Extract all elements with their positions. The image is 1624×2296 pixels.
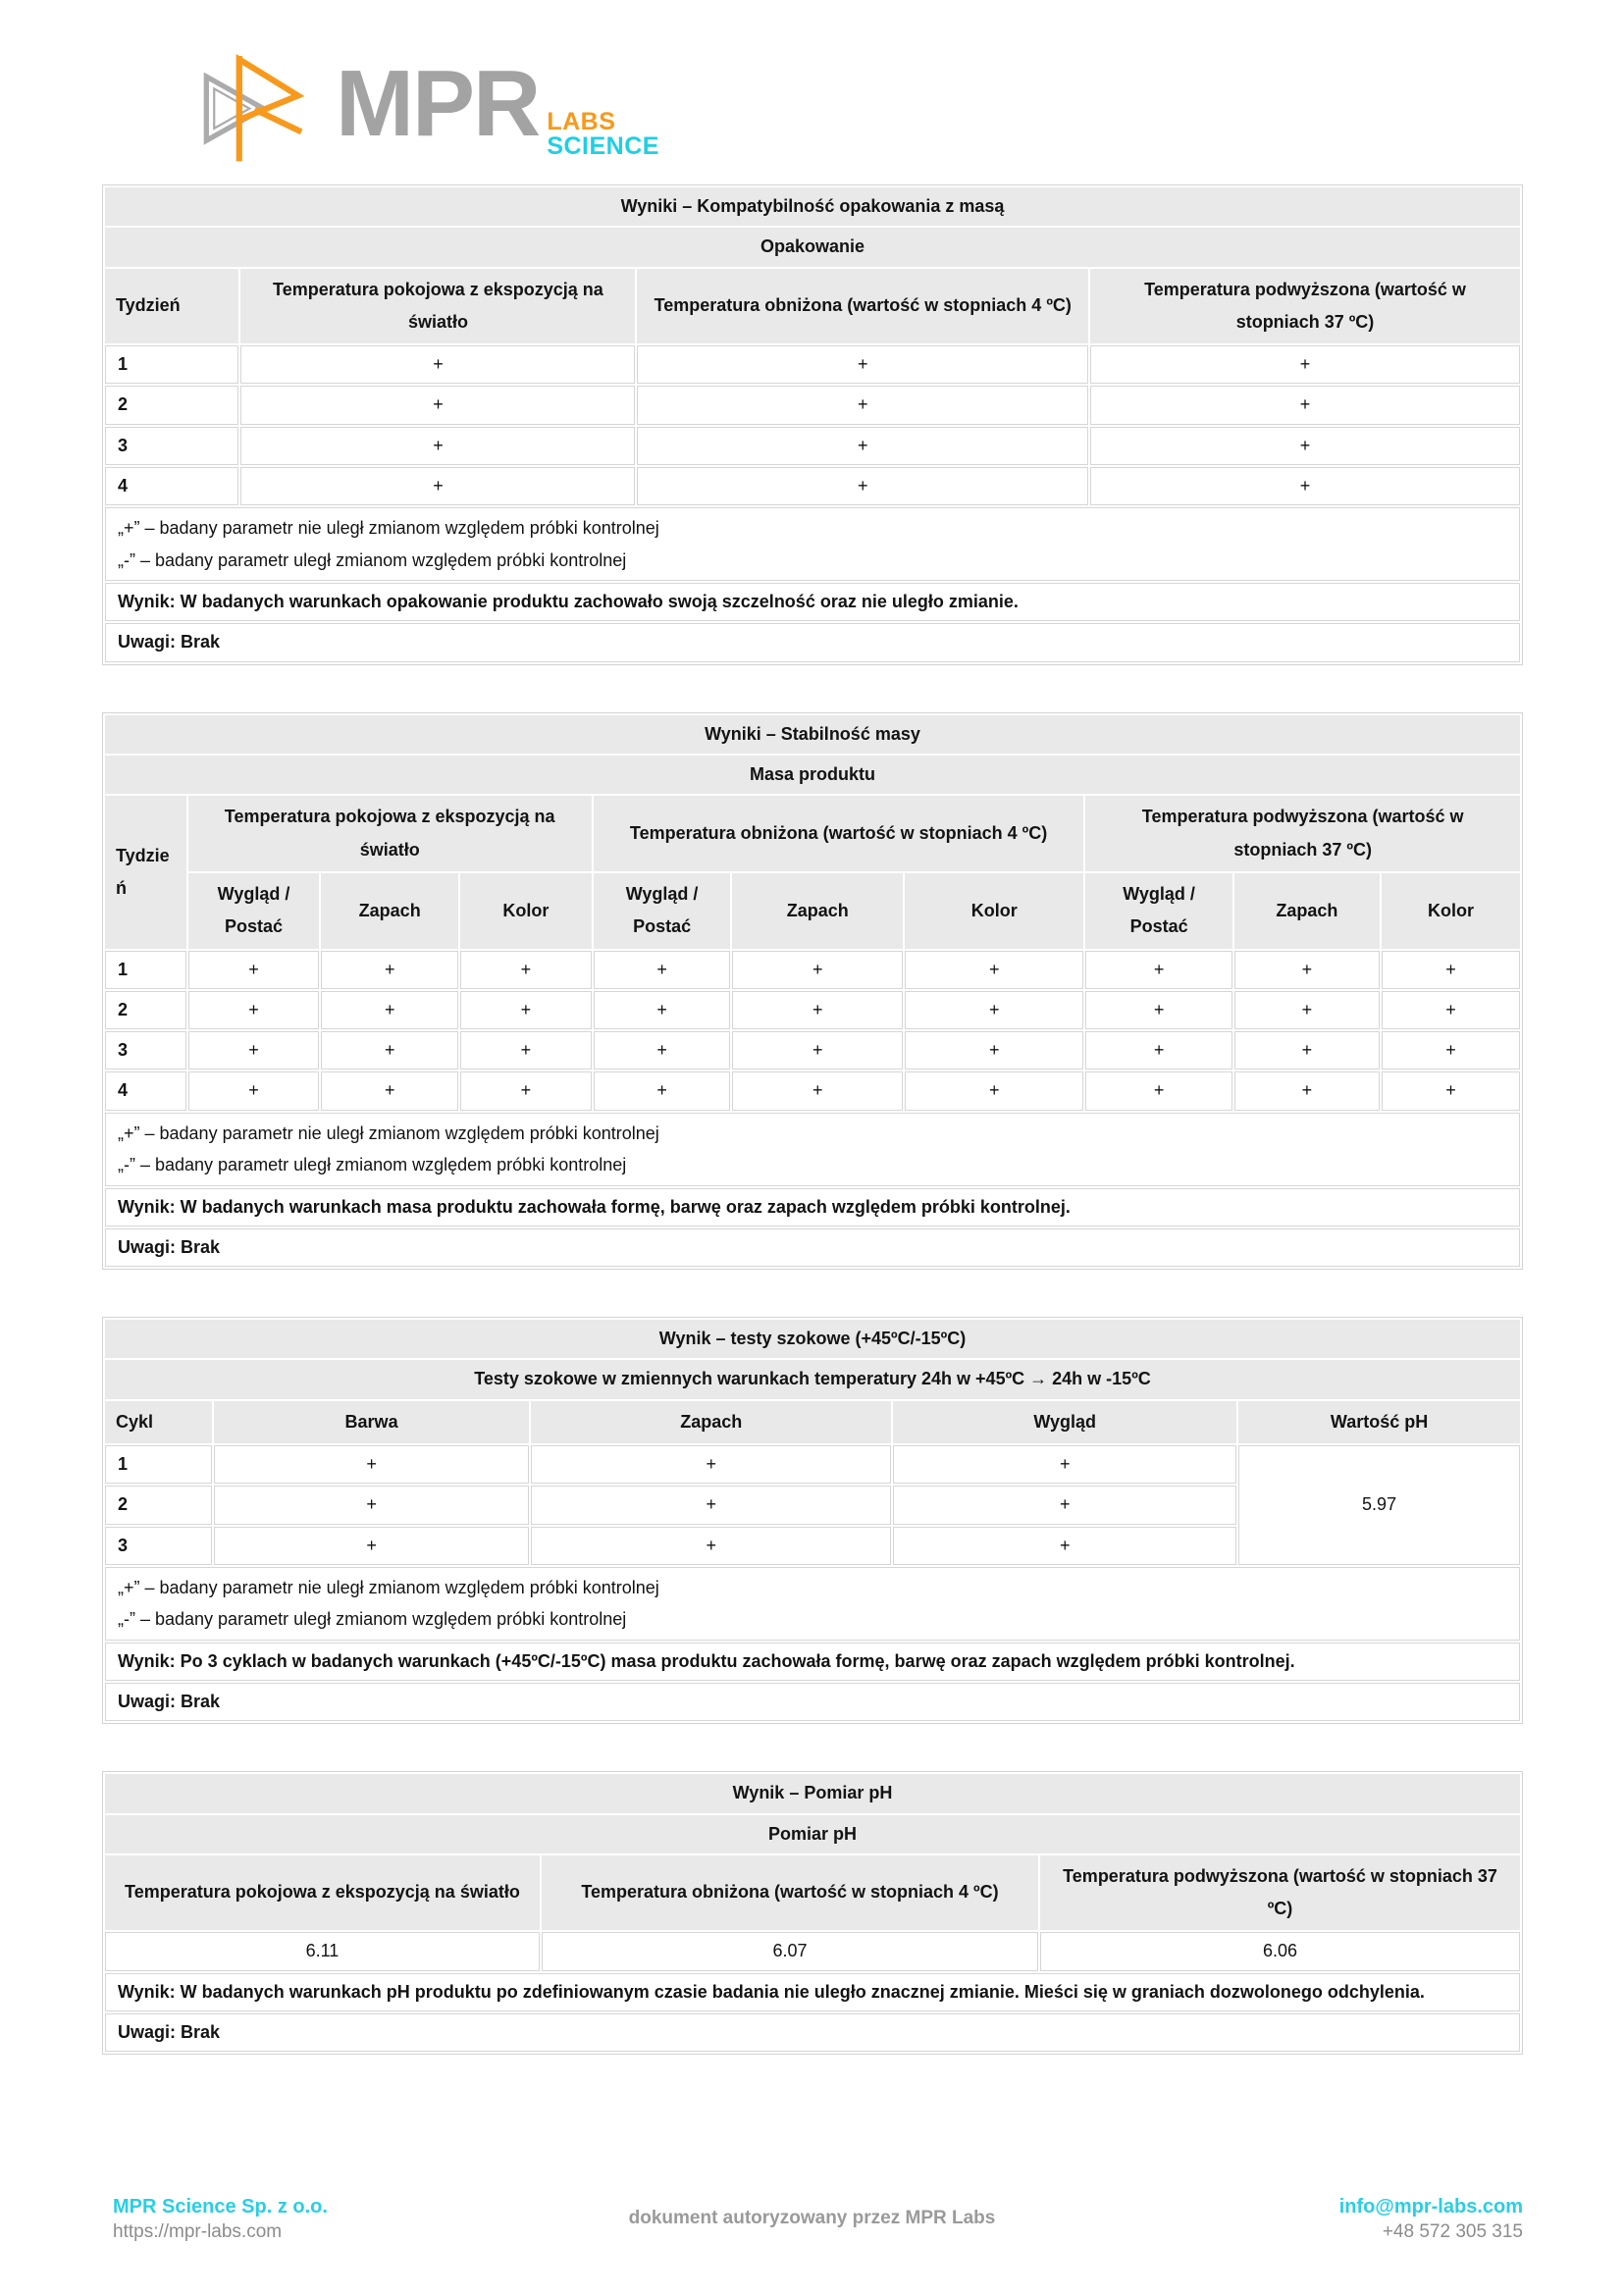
result-cell: + [594,991,731,1029]
table-row [105,991,1520,1029]
result-cell: + [240,386,635,424]
ph-value-cell: 5.97 [1238,1445,1520,1565]
ph-measurement-table [102,1771,1523,2055]
result-cell: + [1090,427,1520,465]
table-body [105,951,1520,1111]
row-label: 2 [105,1486,212,1524]
result-cell: + [1382,1031,1520,1070]
result-cell: + [1234,1071,1380,1110]
row-label: 1 [105,951,186,989]
result-cell: + [240,467,635,505]
result-cell: + [188,1071,320,1110]
ph-value-high: 6.06 [1040,1932,1520,1970]
table-subtitle: Testy szokowe w zmiennych warunkach temperatury 24h w +45ºC → 24h w -15ºC [105,1360,1520,1398]
result-cell: + [214,1527,529,1565]
row-label: 1 [105,345,238,384]
column-header-color: Barwa [214,1401,529,1443]
table-row [105,1932,1520,1970]
result-cell: + [732,991,903,1029]
subcolumn-appearance: Wygląd / Postać [188,873,320,949]
table-subtitle: Opakowanie [105,228,1520,266]
result-summary: Wynik: Po 3 cyklach w badanych warunkach (+45ºC/-15ºC) masa produktu zachowała formę, barwę oraz zapach względem próbki kontrolnej. [105,1643,1520,1681]
table-subtitle: Masa produktu [105,756,1520,794]
packaging-compatibility-table [102,184,1523,665]
page-footer [0,2194,1624,2263]
table-title: Wynik – Pomiar pH [105,1774,1520,1812]
result-cell: + [1234,951,1380,989]
result-summary: Wynik: W badanych warunkach pH produktu po zdefiniowanym czasie badania nie uległo znacznej zmianie. Mieści się w graniach dozwolonego odchylenia. [105,1973,1520,2011]
result-cell: + [214,1486,529,1524]
result-cell: + [905,991,1083,1029]
result-cell: + [1234,1031,1380,1070]
mass-stability-table [102,712,1523,1270]
result-cell: + [1090,467,1520,505]
result-cell: + [637,386,1088,424]
remarks: Uwagi: Brak [105,1683,1520,1721]
result-cell: + [531,1445,891,1484]
row-label: 1 [105,1445,212,1484]
row-label: 4 [105,1071,186,1110]
legend-plus: „+” – badany parametr nie uległ zmianom względem próbki kontrolnej [118,1122,659,1143]
result-cell: + [905,1031,1083,1070]
mpr-logo-mark-icon [194,45,324,167]
column-header-ph: Wartość pH [1238,1401,1520,1443]
footer-website-link[interactable]: https://mpr-labs.com [113,2221,283,2242]
footer-authorization-text: dokument autoryzowany przez MPR Labs [628,2208,996,2228]
row-label: 3 [105,1031,186,1070]
result-cell: + [460,1031,592,1070]
result-cell: + [1234,991,1380,1029]
legend-cell [105,1567,1520,1641]
result-cell: + [905,951,1083,989]
result-cell: + [460,1071,592,1110]
result-summary: Wynik: W badanych warunkach opakowanie produktu zachowało swoją szczelność oraz nie uległo zmianie. [105,583,1520,621]
result-cell: + [1382,951,1520,989]
column-header-high-temp: Temperatura podwyższona (wartość w stopniach 37 ºC) [1090,269,1520,344]
result-cell: + [531,1486,891,1524]
column-header-appearance: Wygląd [893,1401,1236,1443]
subcolumn-smell: Zapach [732,873,903,949]
logo-brand-text: MPR [336,51,540,156]
group-header-room-temp: Temperatura pokojowa z ekspozycją na światło [188,796,592,871]
remarks: Uwagi: Brak [105,2013,1520,2052]
subcolumn-smell: Zapach [1234,873,1380,949]
row-label: 3 [105,427,238,465]
subcolumn-smell: Zapach [321,873,458,949]
table-title: Wynik – testy szokowe (+45ºC/-15ºC) [105,1320,1520,1358]
result-cell: + [321,991,458,1029]
result-cell: + [188,991,320,1029]
column-header-low-temp: Temperatura obniżona (wartość w stopniach 4 ºC) [637,269,1088,344]
result-cell: + [637,345,1088,384]
ph-value-low: 6.07 [542,1932,1038,1970]
result-cell: + [594,1071,731,1110]
result-cell: + [1382,1071,1520,1110]
table-row [105,345,1520,384]
result-cell: + [214,1445,529,1484]
subcolumn-color: Kolor [460,873,592,949]
table-row [105,427,1520,465]
column-header-week: Tydzień [105,796,186,948]
result-cell: + [732,1031,903,1070]
result-cell: + [1090,386,1520,424]
table-title: Wyniki – Stabilność masy [105,715,1520,754]
subcolumn-color: Kolor [1382,873,1520,949]
table-row [105,386,1520,424]
table-row [105,1071,1520,1110]
shock-tests-table [102,1317,1523,1724]
ph-value-room: 6.11 [105,1932,540,1970]
result-cell: + [1085,1031,1232,1070]
result-cell: + [905,1071,1083,1110]
legend-cell [105,1113,1520,1186]
footer-email-link[interactable]: info@mpr-labs.com [1338,2196,1523,2218]
result-cell: + [321,951,458,989]
table-title: Wyniki – Kompatybilność opakowania z masą [105,187,1520,226]
logo-labs-label: LABS [547,108,616,135]
result-cell: + [1085,951,1232,989]
legend-cell [105,507,1520,581]
result-cell: + [893,1527,1236,1565]
legend-minus: „-” – badany parametr uległ zmianom względem próbki kontrolnej [118,1609,627,1630]
column-header-week: Tydzień [105,269,238,344]
group-header-low-temp: Temperatura obniżona (wartość w stopniach 4 ºC) [594,796,1084,871]
result-cell: + [637,467,1088,505]
report-body [102,184,1523,2102]
result-cell: + [1090,345,1520,384]
row-label: 2 [105,991,186,1029]
remarks: Uwagi: Brak [105,623,1520,661]
legend-minus: „-” – badany parametr uległ zmianom względem próbki kontrolnej [118,1155,627,1175]
column-header-room-temp: Temperatura pokojowa z ekspozycją na światło [105,1855,540,1931]
table-row [105,467,1520,505]
subcolumn-appearance: Wygląd / Postać [1085,873,1232,949]
table-row [105,951,1520,989]
result-cell: + [240,345,635,384]
column-header-room-temp: Temperatura pokojowa z ekspozycją na światło [240,269,635,344]
logo-science-label: SCIENCE [547,132,659,160]
result-cell: + [732,1071,903,1110]
column-header-low-temp: Temperatura obniżona (wartość w stopniach 4 ºC) [542,1855,1038,1931]
result-cell: + [1382,991,1520,1029]
column-header-cycle: Cykl [105,1401,212,1443]
remarks: Uwagi: Brak [105,1228,1520,1267]
result-cell: + [893,1445,1236,1484]
result-cell: + [594,1031,731,1070]
result-cell: + [594,951,731,989]
logo [194,45,659,167]
subcolumn-color: Kolor [905,873,1083,949]
legend-plus: „+” – badany parametr nie uległ zmianom względem próbki kontrolnej [118,518,659,539]
result-cell: + [188,1031,320,1070]
row-label: 3 [105,1527,212,1565]
subcolumn-appearance: Wygląd / Postać [594,873,731,949]
result-summary: Wynik: W badanych warunkach masa produktu zachowała formę, barwę oraz zapach względem próbki kontrolnej. [105,1188,1520,1226]
result-cell: + [321,1071,458,1110]
result-cell: + [732,951,903,989]
footer-company-name: MPR Science Sp. z o.o. [113,2196,328,2218]
result-cell: + [188,951,320,989]
result-cell: + [531,1527,891,1565]
column-header-high-temp: Temperatura podwyższona (wartość w stopniach 37 ºC) [1040,1855,1520,1931]
result-cell: + [321,1031,458,1070]
result-cell: + [460,951,592,989]
row-label: 4 [105,467,238,505]
table-row [105,1445,1520,1484]
table-body [105,345,1520,505]
table-subtitle: Pomiar pH [105,1815,1520,1853]
footer-contact-block [1339,2194,1523,2245]
result-cell: + [460,991,592,1029]
group-header-high-temp: Temperatura podwyższona (wartość w stopniach 37 ºC) [1085,796,1520,871]
column-header-smell: Zapach [531,1401,891,1443]
footer-phone: +48 572 305 315 [1382,2221,1523,2242]
row-label: 2 [105,386,238,424]
result-cell: + [1085,1071,1232,1110]
table-row [105,1031,1520,1070]
result-cell: + [240,427,635,465]
legend-minus: „-” – badany parametr uległ zmianom względem próbki kontrolnej [118,549,627,570]
result-cell: + [1085,991,1232,1029]
logo-sub-text [547,110,659,159]
result-cell: + [893,1486,1236,1524]
result-cell: + [637,427,1088,465]
legend-plus: „+” – badany parametr nie uległ zmianom względem próbki kontrolnej [118,1577,659,1597]
